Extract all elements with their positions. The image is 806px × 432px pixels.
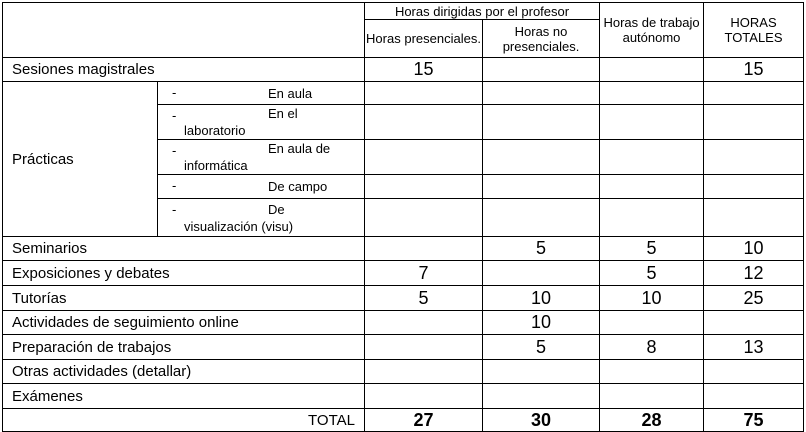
cell-no-presenciales [483, 140, 600, 175]
cell-presenciales [365, 335, 483, 360]
row-label: Tutorías [3, 286, 365, 311]
row-label: Sesiones magistrales [3, 58, 365, 82]
total-presenciales: 27 [365, 409, 483, 432]
cell-autonomo [600, 384, 704, 409]
cell-totales [704, 105, 804, 140]
cell-no-presenciales [483, 58, 600, 82]
cell-presenciales: 5 [365, 286, 483, 311]
practicas-subtype: - De visualización (visu) [158, 199, 365, 237]
table-row [3, 384, 804, 409]
cell-autonomo [600, 82, 704, 105]
total-label: TOTAL [3, 409, 365, 432]
cell-autonomo: 5 [600, 237, 704, 261]
cell-autonomo [600, 140, 704, 175]
header-autonomo: Horas de trabajo autónomo [600, 3, 704, 58]
total-row [3, 409, 804, 432]
cell-autonomo: 8 [600, 335, 704, 360]
cell-no-presenciales [483, 175, 600, 199]
cell-no-presenciales [483, 384, 600, 409]
cell-presenciales [365, 384, 483, 409]
cell-autonomo [600, 58, 704, 82]
cell-presenciales: 15 [365, 58, 483, 82]
header-no-presenciales: Horas no presenciales. [483, 20, 600, 58]
row-label: Actividades de seguimiento online [3, 311, 365, 335]
total-no-presenciales: 30 [483, 409, 600, 432]
cell-autonomo: 5 [600, 261, 704, 286]
cell-presenciales [365, 360, 483, 384]
practicas-subtype: - De campo [158, 175, 365, 199]
cell-presenciales [365, 199, 483, 237]
table-row [3, 58, 804, 82]
cell-totales [704, 140, 804, 175]
total-totales: 75 [704, 409, 804, 432]
header-corner-cell [3, 3, 365, 58]
row-label: Seminarios [3, 237, 365, 261]
header-presenciales: Horas presenciales. [365, 20, 483, 58]
row-label: Preparación de trabajos [3, 335, 365, 360]
cell-totales [704, 311, 804, 335]
hours-table [2, 2, 804, 432]
cell-totales: 25 [704, 286, 804, 311]
header-dirigidas: Horas dirigidas por el profesor [365, 3, 600, 20]
cell-totales: 13 [704, 335, 804, 360]
cell-totales: 15 [704, 58, 804, 82]
cell-autonomo [600, 105, 704, 140]
cell-no-presenciales [483, 105, 600, 140]
cell-autonomo [600, 199, 704, 237]
cell-presenciales: 7 [365, 261, 483, 286]
cell-totales: 10 [704, 237, 804, 261]
table-row [3, 237, 804, 261]
cell-no-presenciales: 10 [483, 286, 600, 311]
cell-autonomo [600, 175, 704, 199]
table-row [3, 311, 804, 335]
cell-no-presenciales: 5 [483, 237, 600, 261]
practicas-subtype: - En el laboratorio [158, 105, 365, 140]
practicas-subtype: - En aula de informática [158, 140, 365, 175]
cell-totales: 12 [704, 261, 804, 286]
cell-no-presenciales [483, 261, 600, 286]
row-label: Exámenes [3, 384, 365, 409]
table-row [3, 360, 804, 384]
cell-no-presenciales: 10 [483, 311, 600, 335]
table-row [3, 286, 804, 311]
row-label: Otras actividades (detallar) [3, 360, 365, 384]
cell-totales [704, 82, 804, 105]
table-row [3, 82, 804, 105]
cell-autonomo: 10 [600, 286, 704, 311]
practicas-label: Prácticas [3, 82, 158, 237]
practicas-subtype: - En aula [158, 82, 365, 105]
row-label: Exposiciones y debates [3, 261, 365, 286]
cell-presenciales [365, 311, 483, 335]
cell-presenciales [365, 82, 483, 105]
cell-no-presenciales [483, 360, 600, 384]
header-totales: HORAS TOTALES [704, 3, 804, 58]
table-row [3, 261, 804, 286]
cell-totales [704, 175, 804, 199]
cell-presenciales [365, 237, 483, 261]
total-autonomo: 28 [600, 409, 704, 432]
cell-autonomo [600, 360, 704, 384]
table-row [3, 335, 804, 360]
cell-presenciales [365, 105, 483, 140]
cell-presenciales [365, 140, 483, 175]
cell-no-presenciales: 5 [483, 335, 600, 360]
cell-no-presenciales [483, 199, 600, 237]
cell-autonomo [600, 311, 704, 335]
cell-no-presenciales [483, 82, 600, 105]
cell-presenciales [365, 175, 483, 199]
cell-totales [704, 384, 804, 409]
cell-totales [704, 199, 804, 237]
cell-totales [704, 360, 804, 384]
